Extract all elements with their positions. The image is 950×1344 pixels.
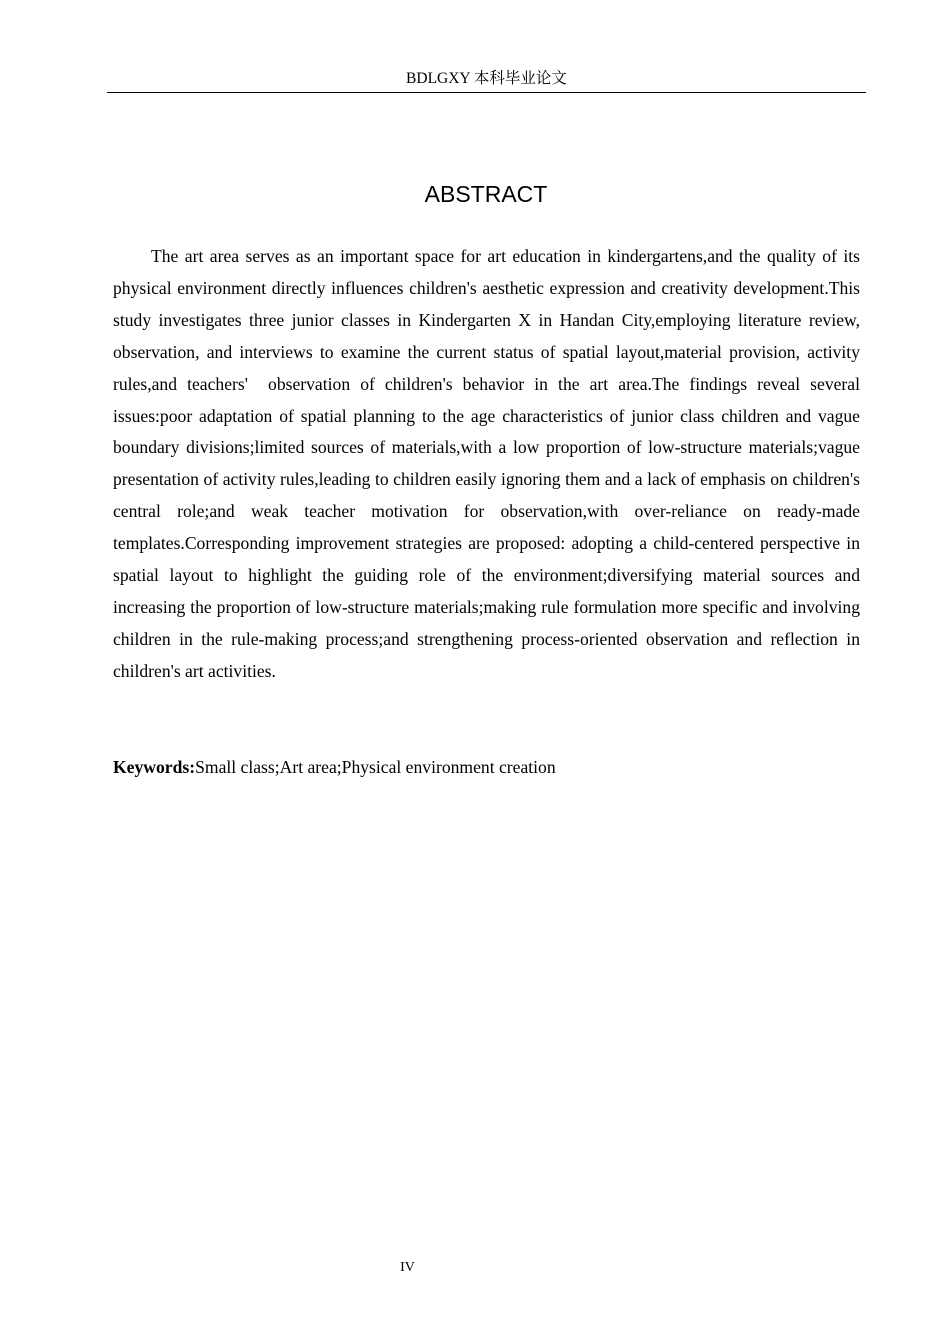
keywords-label: Keywords: bbox=[113, 757, 196, 777]
abstract-body: The art area serves as an important space for art education in kindergartens,and the quality of its physical environment directly influences children's aesthetic expression and creativity development.This study investigates three junior classes in Kindergarten X in Handan City,employing literature review, observation, and interviews to examine the current status of spatial layout,material provision, activity rules,and teachers' observation of children's behavior in the art area.The findings reveal several issues:poor adaptation of spatial planning to the age characteristics of junior class children and vague boundary divisions;limited sources of materials,with a low proportion of low-structure materials;vague presentation of activity rules,leading to children easily ignoring them and a lack of emphasis on children's central role;and weak teacher motivation for observation,with over-reliance on ready-made templates.Corresponding improvement strategies are proposed: adopting a child-centered perspective in spatial layout to highlight the guiding role of the environment;diversifying material sources and increasing the proportion of low-structure materials;making rule formulation more specific and involving children in the rule-making process;and strengthening process-oriented observation and reflection in children's art activities. bbox=[113, 246, 865, 681]
page-header bbox=[107, 68, 866, 93]
keywords-text: Small class;Art area;Physical environment creation bbox=[195, 757, 556, 777]
keywords-line bbox=[113, 752, 860, 784]
header-text: BDLGXY 本科毕业论文 bbox=[406, 70, 567, 87]
abstract-title: ABSTRACT bbox=[424, 181, 548, 207]
page-number: IV bbox=[400, 1260, 415, 1275]
